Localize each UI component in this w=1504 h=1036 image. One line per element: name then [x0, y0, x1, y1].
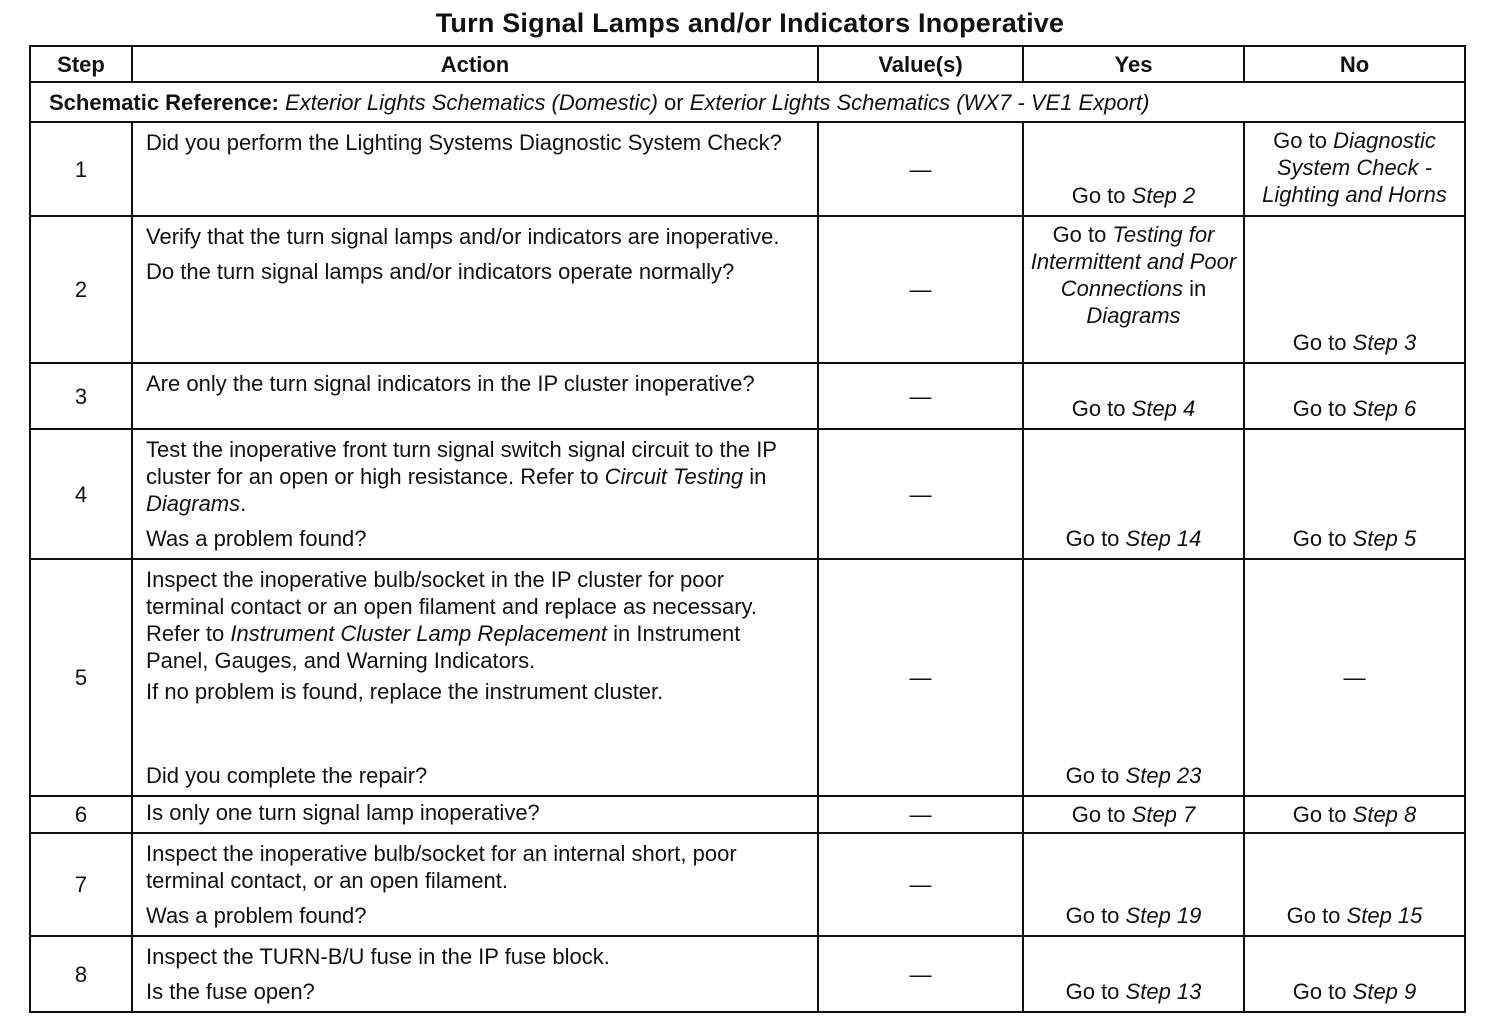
action-question: Was a problem found?	[146, 526, 367, 551]
header-step: Step	[30, 46, 132, 82]
goto-text: Go to	[1065, 979, 1120, 1004]
yes-step-link[interactable]: Step 13	[1125, 979, 1202, 1004]
table-row	[30, 559, 1465, 796]
action-stack	[146, 566, 807, 789]
value-cell: —	[818, 796, 1023, 833]
yes-step-link[interactable]: Step 4	[1131, 396, 1196, 421]
action-text: Are only the turn signal indicators in the IP cluster inoperative?	[146, 371, 755, 396]
schematic-label: Schematic Reference:	[49, 89, 279, 115]
diagnostic-table	[29, 45, 1466, 1013]
step-number: 6	[30, 796, 132, 833]
yes-link-testing[interactable]: Testing for Intermittent and Poor Connections	[1030, 222, 1237, 301]
action-cell	[132, 429, 818, 559]
no-cell	[1244, 429, 1465, 559]
action-text-part: Test the inoperative front turn signal switch signal circuit to the IP cluster for an open or high resistance. Refer to	[146, 437, 777, 489]
yes-cell	[1023, 559, 1244, 796]
action-cell	[132, 796, 818, 833]
no-cell	[1244, 216, 1465, 363]
value-cell: —	[818, 833, 1023, 936]
no-step-link[interactable]: Step 6	[1352, 396, 1417, 421]
schematic-ref-export: Exterior Lights Schematics (WX7 - VE1 Export)	[689, 89, 1150, 115]
no-step-link[interactable]: Step 5	[1352, 526, 1417, 551]
header-no: No	[1244, 46, 1465, 82]
schematic-ref-domestic: Exterior Lights Schematics (Domestic)	[285, 89, 658, 115]
schematic-reference-row	[30, 82, 1465, 122]
goto-text: Go to	[1071, 396, 1126, 421]
action-text-part: in Instrument Panel, Gauges, and Warning Indicators.	[146, 621, 741, 673]
yes-step-link[interactable]: Step 14	[1125, 526, 1202, 551]
action-link-diagrams[interactable]: Diagrams	[146, 491, 241, 516]
value-cell: —	[818, 122, 1023, 216]
yes-cell	[1023, 429, 1244, 559]
no-cell	[1244, 936, 1465, 1012]
goto-text: Go to	[1292, 979, 1347, 1004]
step-number: 7	[30, 833, 132, 936]
yes-cell	[1023, 796, 1244, 833]
no-step-link[interactable]: Step 9	[1352, 979, 1417, 1004]
goto-text: Go to	[1286, 903, 1341, 928]
table-row	[30, 936, 1465, 1012]
goto-text: Go to	[1292, 330, 1347, 355]
no-cell	[1244, 122, 1465, 216]
action-question: Is the fuse open?	[146, 979, 315, 1004]
yes-step-link[interactable]: Step 23	[1125, 763, 1202, 788]
goto-text: Go to	[1071, 802, 1126, 827]
action-text	[146, 566, 807, 674]
no-cell	[1244, 796, 1465, 833]
goto-text: Go to	[1292, 526, 1347, 551]
schematic-or: or	[664, 89, 684, 115]
yes-link-diagrams[interactable]: Diagrams	[1086, 303, 1181, 328]
no-cell	[1244, 363, 1465, 429]
header-row	[30, 46, 1465, 82]
table-row	[30, 122, 1465, 216]
action-text: Inspect the inoperative bulb/socket for an internal short, poor terminal contact, or an open filament.	[146, 841, 737, 893]
action-text: If no problem is found, replace the instrument cluster.	[146, 679, 664, 704]
action-text: Verify that the turn signal lamps and/or indicators are inoperative.	[146, 224, 780, 249]
no-step-link[interactable]: Step 8	[1352, 802, 1417, 827]
action-cell	[132, 363, 818, 429]
goto-text: Go to	[1065, 763, 1120, 788]
value-cell: —	[818, 363, 1023, 429]
action-cell	[132, 936, 818, 1012]
action-text: Did you perform the Lighting Systems Diagnostic System Check?	[146, 130, 782, 155]
no-link-diagnostic[interactable]: Diagnostic System Check -	[1276, 128, 1436, 180]
step-number: 2	[30, 216, 132, 363]
value-cell: —	[818, 936, 1023, 1012]
step-number: 3	[30, 363, 132, 429]
table-row	[30, 363, 1465, 429]
yes-cell	[1023, 936, 1244, 1012]
yes-step-link[interactable]: Step 2	[1131, 183, 1196, 208]
step-number: 1	[30, 122, 132, 216]
no-link-lighting[interactable]: Lighting and Horns	[1262, 182, 1447, 207]
table-row	[30, 429, 1465, 559]
no-cell	[1244, 833, 1465, 936]
goto-text: Go to	[1273, 128, 1327, 153]
table-row	[30, 833, 1465, 936]
in-text: in	[749, 464, 767, 489]
table-row	[30, 796, 1465, 833]
value-cell: —	[818, 429, 1023, 559]
action-text: Is only one turn signal lamp inoperative?	[146, 800, 540, 825]
period: .	[240, 491, 247, 516]
action-cell	[132, 216, 818, 363]
goto-text: Go to	[1065, 526, 1120, 551]
step-number: 5	[30, 559, 132, 796]
action-body	[146, 566, 807, 705]
action-text-part: Inspect the inoperative bulb/socket in the IP cluster for poor terminal contact or an open filament and replace as necessary. Refer to	[146, 567, 758, 646]
value-cell: —	[818, 216, 1023, 363]
action-text	[146, 436, 807, 517]
goto-text: Go to	[1052, 222, 1107, 247]
goto-text: Go to	[1065, 903, 1120, 928]
action-cell	[132, 833, 818, 936]
yes-cell	[1023, 833, 1244, 936]
header-action: Action	[132, 46, 818, 82]
no-cell: —	[1244, 559, 1465, 796]
header-yes: Yes	[1023, 46, 1244, 82]
no-step-link[interactable]: Step 3	[1352, 330, 1417, 355]
value-cell: —	[818, 559, 1023, 796]
yes-step-link[interactable]: Step 7	[1131, 802, 1196, 827]
yes-cell	[1023, 216, 1244, 363]
action-question: Did you complete the repair?	[146, 763, 428, 788]
action-cell	[132, 559, 818, 796]
page-title: Turn Signal Lamps and/or Indicators Inoperative	[435, 8, 1065, 38]
goto-text: Go to	[1292, 802, 1347, 827]
action-link-cluster-lamp[interactable]: Instrument Cluster Lamp Replacement	[230, 621, 608, 646]
action-question: Do the turn signal lamps and/or indicators operate normally?	[146, 259, 735, 284]
action-cell	[132, 122, 818, 216]
step-number: 8	[30, 936, 132, 1012]
step-number: 4	[30, 429, 132, 559]
yes-cell	[1023, 363, 1244, 429]
action-question: Was a problem found?	[146, 903, 367, 928]
goto-text: Go to	[1071, 183, 1126, 208]
yes-step-link[interactable]: Step 19	[1125, 903, 1202, 928]
table-row	[30, 216, 1465, 363]
in-text: in	[1189, 276, 1207, 301]
no-step-link[interactable]: Step 15	[1346, 903, 1423, 928]
action-text: Inspect the TURN-B/U fuse in the IP fuse block.	[146, 944, 610, 969]
goto-text: Go to	[1292, 396, 1347, 421]
yes-cell	[1023, 122, 1244, 216]
schematic-reference	[30, 82, 1465, 122]
header-values: Value(s)	[818, 46, 1023, 82]
action-link-circuit-testing[interactable]: Circuit Testing	[604, 464, 744, 489]
